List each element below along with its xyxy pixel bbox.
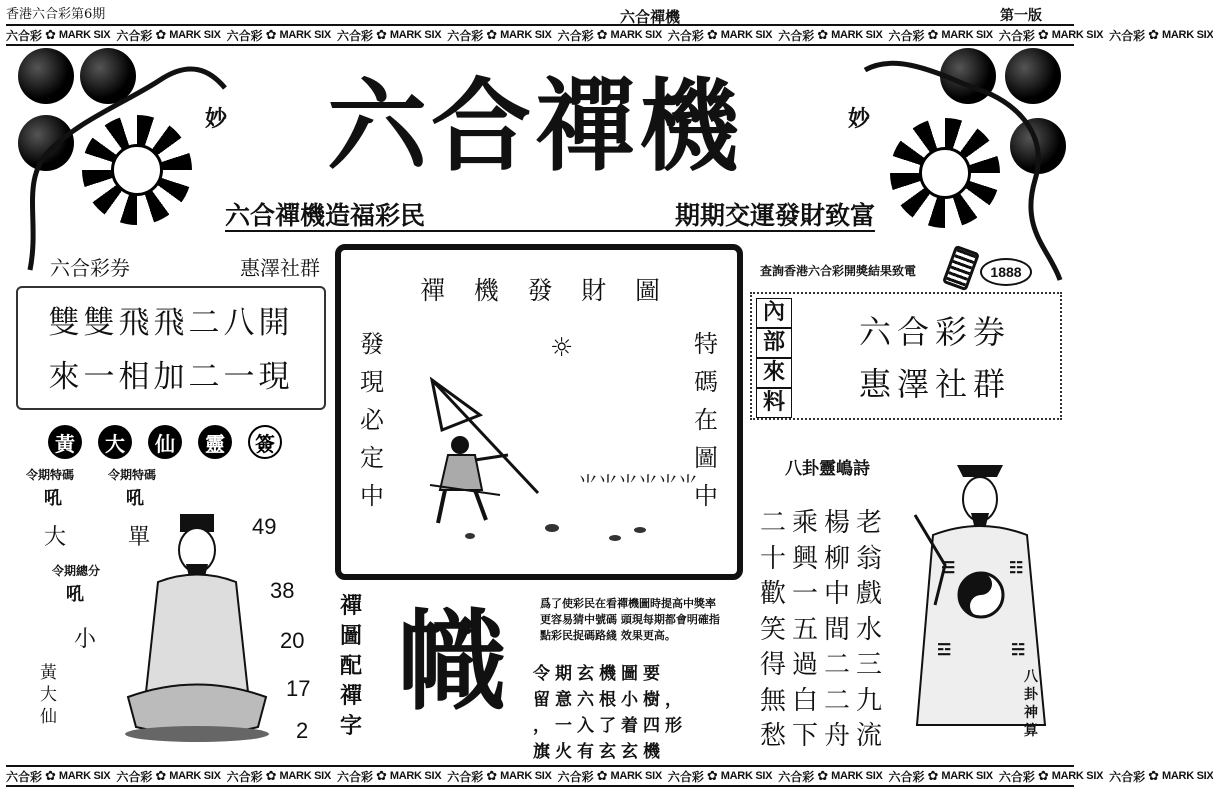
slogan-divider <box>225 230 875 232</box>
flower-icon: ✿ <box>817 768 829 783</box>
circle-char: 靈 <box>198 425 232 459</box>
poem-char: 歡 <box>760 579 787 609</box>
hint-line: ，一入了着四形 <box>533 716 687 736</box>
brand-cn: 六合彩 <box>336 769 373 784</box>
miao-right: 妙 <box>848 106 871 132</box>
hotline-badge: 1888 <box>980 258 1032 286</box>
brand-cn: 六合彩 <box>778 769 815 784</box>
bagua-god-label <box>1024 668 1038 740</box>
left-poem-line: 雙雙飛飛二八開 <box>48 305 294 341</box>
brand-en: MARK SIX <box>1162 29 1213 41</box>
slogan-left: 六合禪機造福彩民 <box>225 201 426 230</box>
col-char: 圖 <box>694 444 718 472</box>
tip-value: 吼 <box>126 488 144 509</box>
poem-char: 戲 <box>856 579 883 609</box>
query-hotline-text: 查詢香港六合彩開獎結果致電 <box>760 264 917 278</box>
poem-char: 楊 <box>824 508 851 538</box>
cut-off-strip <box>760 423 960 429</box>
brand-en: MARK SIX <box>1051 770 1104 782</box>
ribbon-chunk <box>558 768 662 785</box>
number-20: 20 <box>280 628 305 653</box>
brand-cn: 六合彩 <box>557 769 594 784</box>
featured-character: 幟 <box>398 600 507 725</box>
brand-en: MARK SIX <box>500 770 552 782</box>
brand-en: MARK SIX <box>58 770 111 782</box>
poem-char: 中 <box>824 579 851 609</box>
brand-cn: 六合彩 <box>888 769 925 784</box>
brand-cn: 六合彩 <box>667 769 704 784</box>
header-center-title: 六合禪機 <box>620 8 681 26</box>
flower-icon: ✿ <box>706 27 718 42</box>
bagua-poem <box>760 506 882 755</box>
panel-left-column <box>360 325 384 515</box>
brand-cn: 六合彩 <box>778 28 815 43</box>
flower-icon: ✿ <box>596 768 608 783</box>
brand-cn: 六合彩 <box>1109 769 1146 784</box>
dan-label: 單 <box>128 525 151 550</box>
god-char: 算 <box>1024 723 1038 739</box>
poem-char: 下 <box>792 721 819 751</box>
issue-label: 香港六合彩第6期 <box>6 7 106 22</box>
brand-cn: 六合彩 <box>447 769 484 784</box>
ribbon-chunk <box>116 768 220 785</box>
poem-char: 間 <box>824 614 851 645</box>
chan-tu-pei-chan-zi <box>340 592 362 742</box>
brand-cn: 六合彩 <box>888 28 925 43</box>
side-label-char: 配 <box>340 654 363 679</box>
total-value: 吼 <box>66 584 84 605</box>
col-char: 現 <box>360 368 384 396</box>
side-label-char: 字 <box>340 714 363 739</box>
col-char: 定 <box>360 444 384 472</box>
explanation-note: 爲了使彩民在看禪機圖時提高中獎率 更容易猜中號碼 頭現每期都會明確指點彩民捉碼路綫 效果更高。 <box>540 597 727 642</box>
flower-icon: ✿ <box>596 27 608 42</box>
brand-en: MARK SIX <box>1162 770 1213 782</box>
col-char: 在 <box>694 406 718 434</box>
brand-cn: 六合彩 <box>667 28 704 43</box>
poem-column <box>792 506 818 755</box>
flower-icon: ✿ <box>1148 27 1160 42</box>
six-small-trees-icon: ⺌⺌⺌⺌⺌⺌ <box>578 472 698 496</box>
panel-title-char: 財 <box>581 276 607 305</box>
ribbon-chunk <box>999 768 1103 785</box>
flower-icon: ✿ <box>375 27 387 42</box>
poem-column <box>760 506 786 755</box>
huang-da-xian-circles <box>48 425 282 459</box>
tag-char: 部 <box>756 328 792 358</box>
circle-char: 簽 <box>248 425 282 459</box>
svg-text:☲: ☲ <box>937 640 952 659</box>
god-char: 八 <box>1024 669 1038 685</box>
brand-cn: 六合彩 <box>1109 28 1146 43</box>
sun-icon: ☼ <box>550 333 574 363</box>
slogan-right: 期期交運發財致富 <box>674 201 875 230</box>
panel-title-char: 圖 <box>634 276 660 305</box>
sage-figure-icon <box>118 512 268 742</box>
poem-char: 九 <box>856 685 883 716</box>
flower-icon: ✿ <box>45 768 56 783</box>
poem-char: 三 <box>856 650 883 680</box>
circle-char: 大 <box>98 425 132 459</box>
side-label-char: 圖 <box>340 624 363 649</box>
poem-char: 五 <box>792 614 819 645</box>
warrior-with-flag-icon <box>420 375 550 535</box>
brand-cn: 六合彩 <box>226 769 263 784</box>
tag-char: 料 <box>756 388 792 418</box>
brand-en: MARK SIX <box>389 29 442 41</box>
hdx-char: 大 <box>40 685 57 705</box>
label-community: 惠澤社群 <box>240 256 320 280</box>
poem-char: 一 <box>792 579 819 609</box>
flower-icon: ✿ <box>1037 27 1049 42</box>
brand-cn: 六合彩 <box>998 769 1035 784</box>
ribbon-chunk <box>778 768 882 785</box>
tag-char: 內 <box>756 298 792 328</box>
tag-char: 來 <box>756 358 792 388</box>
col-char: 特 <box>694 330 718 358</box>
brand-en: MARK SIX <box>169 29 221 41</box>
flower-icon: ✿ <box>155 768 167 783</box>
brand-en: MARK SIX <box>58 29 111 41</box>
flower-icon: ✿ <box>927 27 939 42</box>
brand-cn: 六合彩 <box>447 28 484 43</box>
brand-cn: 六合彩 <box>6 769 43 784</box>
poem-char: 柳 <box>824 543 851 574</box>
brand-cn: 六合彩 <box>6 28 43 43</box>
hdx-char: 黃 <box>40 663 57 683</box>
brand-cn: 六合彩 <box>557 28 594 43</box>
poem-char: 翁 <box>856 543 883 574</box>
tip-label: 令期特碼 <box>108 468 157 482</box>
flower-icon: ✿ <box>155 27 167 42</box>
number-2: 2 <box>296 718 309 743</box>
brand-en: MARK SIX <box>279 29 331 41</box>
panel-title-char: 機 <box>473 276 499 305</box>
flower-icon: ✿ <box>1148 768 1160 783</box>
ribbon-chunk <box>6 768 110 785</box>
ribbon-chunk <box>227 27 331 44</box>
poem-char: 白 <box>792 685 819 716</box>
brand-en: MARK SIX <box>500 29 552 41</box>
da-label: 大 <box>44 525 67 550</box>
ribbon-chunk <box>227 768 331 785</box>
flower-icon: ✿ <box>1037 768 1049 783</box>
brand-en: MARK SIX <box>610 29 662 41</box>
poem-char: 水 <box>856 614 883 645</box>
total-label: 令期總分 <box>52 564 101 578</box>
left-poem-box <box>16 286 326 410</box>
hint-line: 旗火有玄玄機 <box>533 742 665 762</box>
flower-icon: ✿ <box>486 768 498 783</box>
brand-en: MARK SIX <box>720 770 773 782</box>
inner-line: 六合彩券 <box>858 313 1011 351</box>
ribbon-chunk <box>447 768 551 785</box>
col-char: 發 <box>360 330 384 358</box>
brand-en: MARK SIX <box>279 770 331 782</box>
ribbon-chunk <box>668 27 772 44</box>
poem-char: 笑 <box>760 614 787 645</box>
panel-title-char: 發 <box>527 276 553 305</box>
side-label-char: 禪 <box>340 684 363 709</box>
decor-vine-icon <box>10 40 230 280</box>
hint-line: 留意六根小樹， <box>533 690 687 710</box>
col-char: 必 <box>360 406 384 434</box>
brand-en: MARK SIX <box>941 29 993 41</box>
ribbon-chunk <box>337 27 441 44</box>
brand-en: MARK SIX <box>720 29 773 41</box>
side-label-char: 禪 <box>340 594 363 619</box>
brand-cn: 六合彩 <box>116 28 153 43</box>
poem-char: 老 <box>856 508 883 538</box>
bagua-poem-title: 八卦靈嶋詩 <box>785 459 870 479</box>
brand-en: MARK SIX <box>1051 29 1104 41</box>
huang-da-xian-vertical <box>40 662 57 728</box>
slogan <box>225 196 875 232</box>
poem-char: 無 <box>760 685 787 716</box>
col-char: 中 <box>694 482 718 510</box>
miao-left: 妙 <box>205 106 228 132</box>
ribbon-chunk <box>1109 768 1213 785</box>
inner-line: 惠澤社群 <box>858 365 1011 403</box>
flower-icon: ✿ <box>706 768 718 783</box>
circle-char: 黃 <box>48 425 82 459</box>
ribbon-chunk <box>889 768 993 785</box>
brand-en: MARK SIX <box>610 770 662 782</box>
poem-char: 愁 <box>760 721 787 751</box>
brand-en: MARK SIX <box>941 770 993 782</box>
brand-en: MARK SIX <box>389 770 442 782</box>
left-poem-line: 來一相加二一現 <box>48 359 294 395</box>
poem-char: 得 <box>760 650 787 680</box>
poem-char: 乘 <box>792 508 819 538</box>
edition-label: 第一版 <box>1000 8 1042 24</box>
ribbon-chunk <box>1109 27 1213 44</box>
flower-icon: ✿ <box>486 27 498 42</box>
brand-cn: 六合彩 <box>998 28 1035 43</box>
brand-en: MARK SIX <box>831 29 883 41</box>
ribbon-chunk <box>558 27 662 44</box>
poem-char: 過 <box>792 650 819 680</box>
flower-icon: ✿ <box>265 27 277 42</box>
poem-char: 興 <box>792 543 819 574</box>
poem-char: 十 <box>760 543 787 574</box>
flower-icon: ✿ <box>375 768 387 783</box>
poem-char: 二 <box>824 650 851 680</box>
number-49: 49 <box>252 514 277 539</box>
brand-en: MARK SIX <box>169 770 221 782</box>
god-char: 神 <box>1024 705 1038 721</box>
ribbon-chunk <box>447 27 551 44</box>
flower-icon: ✿ <box>817 27 829 42</box>
label-lottery: 六合彩券 <box>50 256 130 280</box>
brand-en: MARK SIX <box>831 770 883 782</box>
svg-text:☷: ☷ <box>1009 558 1024 577</box>
svg-text:☰: ☰ <box>941 558 956 577</box>
ribbon-chunk <box>668 768 772 785</box>
poem-char: 流 <box>856 721 883 751</box>
inner-source-tag <box>756 298 792 418</box>
number-17: 17 <box>286 676 311 701</box>
inner-lines <box>815 306 1055 410</box>
flower-icon: ✿ <box>927 768 939 783</box>
poem-char: 舟 <box>824 721 851 751</box>
poem-column <box>824 506 850 755</box>
brand-cn: 六合彩 <box>226 28 263 43</box>
poem-char: 二 <box>824 685 851 716</box>
number-38: 38 <box>270 578 295 603</box>
mark-six-ribbon-bottom <box>6 765 1213 787</box>
xiao-label: 小 <box>74 627 97 652</box>
col-char: 碼 <box>694 368 718 396</box>
left-labels <box>50 252 320 281</box>
svg-text:☵: ☵ <box>1011 640 1026 659</box>
tip-value: 吼 <box>44 488 62 509</box>
flower-icon: ✿ <box>265 768 277 783</box>
flower-icon: ✿ <box>45 27 56 42</box>
panel-title-char: 禪 <box>420 276 446 305</box>
ribbon-chunk <box>337 768 441 785</box>
poem-char: 二 <box>760 508 787 538</box>
circle-char: 仙 <box>148 425 182 459</box>
main-title: 六合禪機 <box>327 68 743 185</box>
col-char: 中 <box>360 482 384 510</box>
hdx-char: 仙 <box>40 707 57 727</box>
panel-title <box>420 271 660 307</box>
god-char: 卦 <box>1024 687 1038 703</box>
hint-poem <box>533 661 733 765</box>
stones-icon <box>460 520 660 544</box>
hint-line: 令期玄機圖要 <box>533 664 665 684</box>
tip-label: 令期特碼 <box>26 468 75 482</box>
brand-cn: 六合彩 <box>336 28 373 43</box>
brand-cn: 六合彩 <box>116 769 153 784</box>
poem-column <box>856 506 882 755</box>
